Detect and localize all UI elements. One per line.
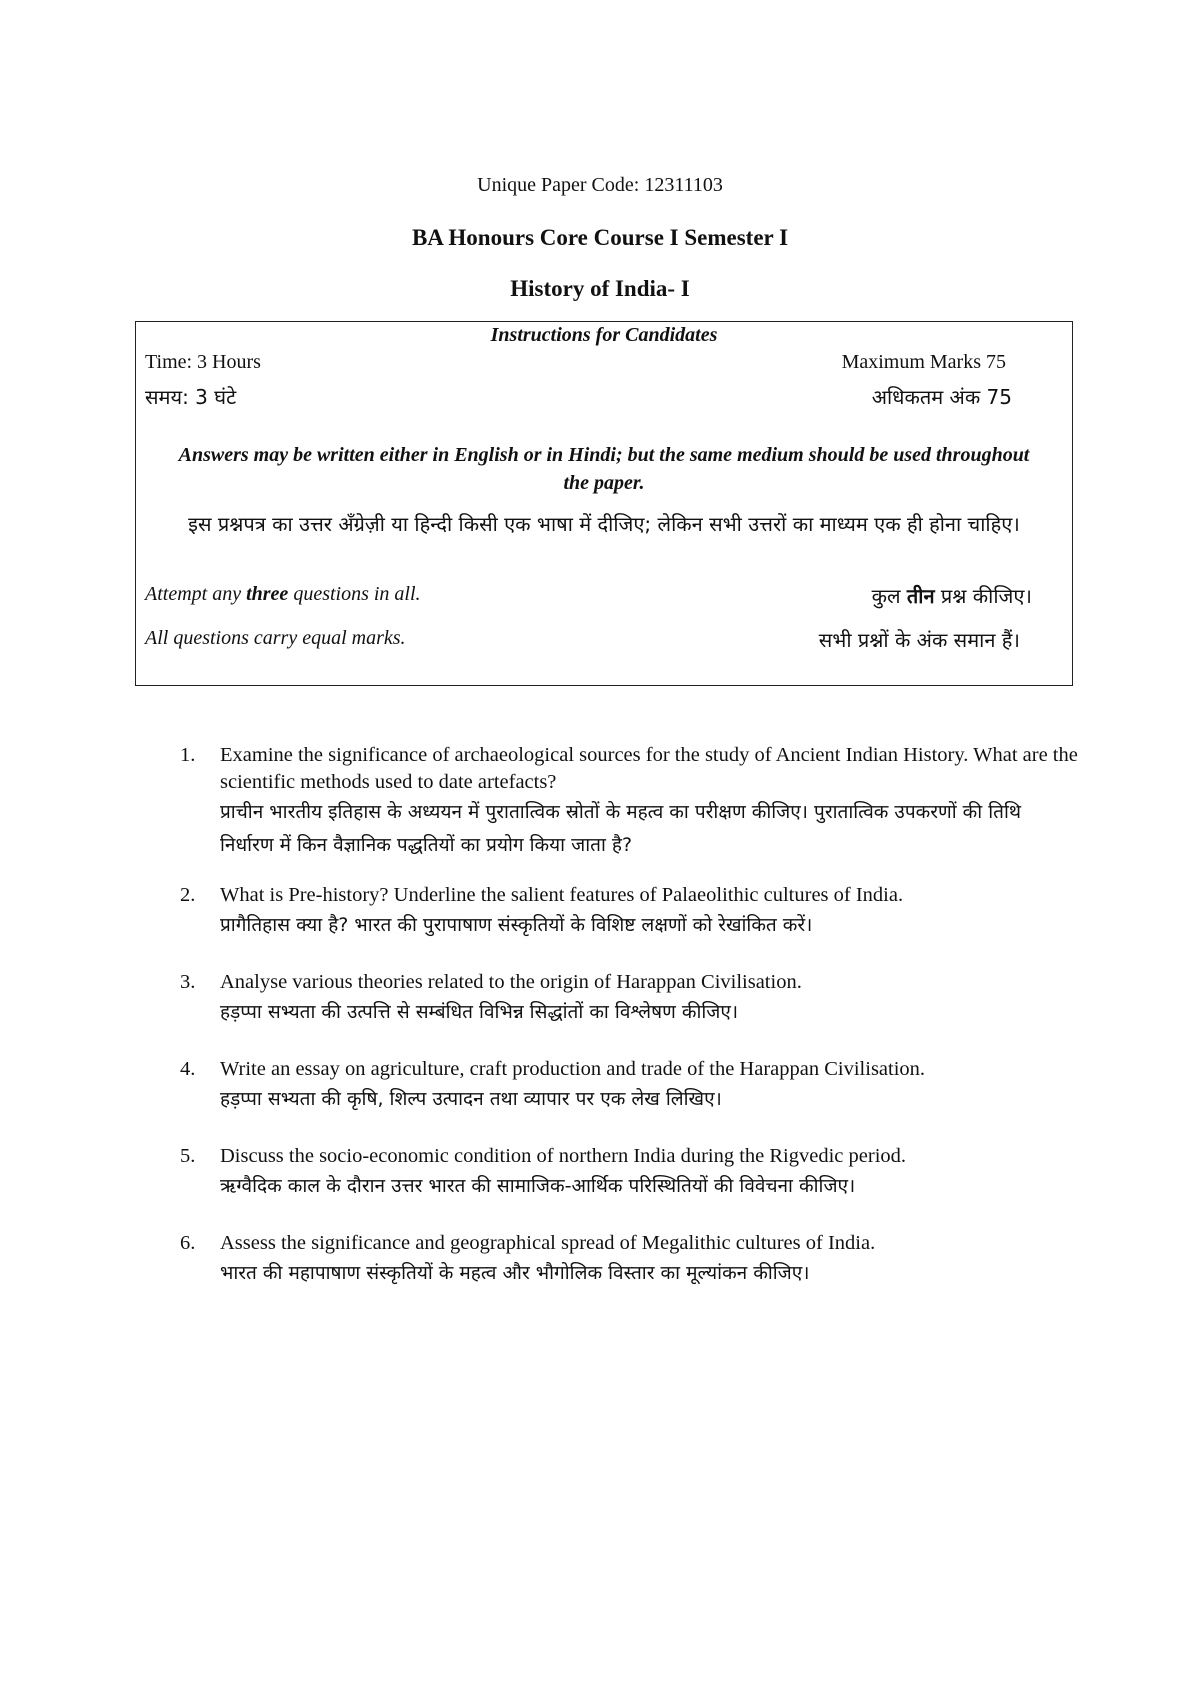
question-item — [180, 1143, 1080, 1203]
question-text-english: Write an essay on agriculture, craft production and trade of the Harappan Civilisation. — [220, 1058, 926, 1080]
question-text-hindi: भारत की महापाषाण संस्कृतियों के महत्व और भौगोलिक विस्तार का मूल्यांकन कीजिए। — [220, 1262, 810, 1284]
attempt-en-pre: Attempt any — [145, 583, 247, 605]
question-text-english: Examine the significance of archaeological sources for the study of Ancient Indian History. What are the scientific methods used to date artefacts? — [220, 744, 1078, 793]
question-list — [180, 742, 1080, 1290]
question-number: 4. — [180, 1058, 196, 1080]
medium-instruction-hindi: इस प्रश्नपत्र का उत्तर अँग्रेज़ी या हिन्दी किसी एक भाषा में दीजिए; लेकिन सभी उत्तरों का माध्यम एक ही होना चाहिए। — [188, 512, 1020, 536]
max-marks-english: Maximum Marks 75 — [841, 351, 1006, 373]
question-number: 2. — [180, 884, 196, 906]
time-hindi: समय: 3 घंटे — [145, 385, 237, 409]
question-text-english: What is Pre-history? Underline the salient features of Palaeolithic cultures of India. — [220, 884, 904, 906]
attempt-instruction-hindi — [872, 582, 1032, 609]
attempt-en-post: questions in all. — [288, 583, 421, 605]
equal-marks-hindi: सभी प्रश्नों के अंक समान हैं। — [818, 628, 1020, 652]
attempt-hi-post: प्रश्न कीजिए। — [934, 584, 1032, 608]
question-text-hindi: हड़प्पा सभ्यता की कृषि, शिल्प उत्पादन तथा व्यापार पर एक लेख लिखिए। — [220, 1088, 722, 1110]
question-item — [180, 1230, 1080, 1290]
question-item — [180, 969, 1080, 1029]
max-marks-hindi: अधिकतम अंक 75 — [871, 385, 1012, 409]
question-text-english: Analyse various theories related to the origin of Harappan Civilisation. — [220, 971, 802, 993]
question-text-hindi: हड़प्पा सभ्यता की उत्पत्ति से सम्बंधित विभिन्न सिद्धांतों का विश्लेषण कीजिए। — [220, 1001, 739, 1023]
question-text-hindi: ऋग्वैदिक काल के दौरान उत्तर भारत की सामाजिक-आर्थिक परिस्थितियों की विवेचना कीजिए। — [220, 1175, 856, 1197]
instructions-box — [135, 321, 1073, 686]
question-item — [180, 742, 1080, 862]
course-title: BA Honours Core Course I Semester I — [411, 225, 789, 250]
instructions-title: Instructions for Candidates — [490, 324, 718, 346]
question-text-english: Assess the significance and geographical spread of Megalithic cultures of India. — [220, 1232, 876, 1254]
medium-instruction-english: Answers may be written either in English or in Hindi; but the same medium should be used throughout the paper. — [178, 444, 1030, 494]
question-number: 5. — [180, 1145, 196, 1167]
attempt-en-count: three — [246, 583, 289, 605]
question-number: 6. — [180, 1232, 196, 1254]
attempt-hi-count: तीन — [906, 584, 935, 608]
attempt-instruction-english — [145, 583, 421, 606]
question-text-hindi: प्रागैतिहास क्या है? भारत की पुरापाषाण संस्कृतियों के विशिष्ट लक्षणों को रेखांकित करें। — [220, 914, 813, 936]
question-item — [180, 882, 1080, 942]
attempt-hi-pre: कुल — [871, 584, 907, 608]
question-text-hindi: प्राचीन भारतीय इतिहास के अध्ययन में पुरातात्विक स्रोतों के महत्व का परीक्षण कीजिए। पुरातात्विक उपकरणों की तिथि निर्धारण में किन वैज्ञानिक पद्धतियों का प्रयोग किया जाता है? — [220, 801, 1022, 856]
question-number: 3. — [180, 971, 196, 993]
question-number: 1. — [180, 744, 196, 766]
question-text-english: Discuss the socio-economic condition of northern India during the Rigvedic period. — [220, 1145, 907, 1167]
paper-code: Unique Paper Code: 12311103 — [477, 174, 723, 196]
subject-title: History of India- I — [510, 276, 690, 301]
equal-marks-english: All questions carry equal marks. — [145, 627, 406, 649]
time-english: Time: 3 Hours — [145, 351, 261, 373]
question-item — [180, 1056, 1080, 1116]
